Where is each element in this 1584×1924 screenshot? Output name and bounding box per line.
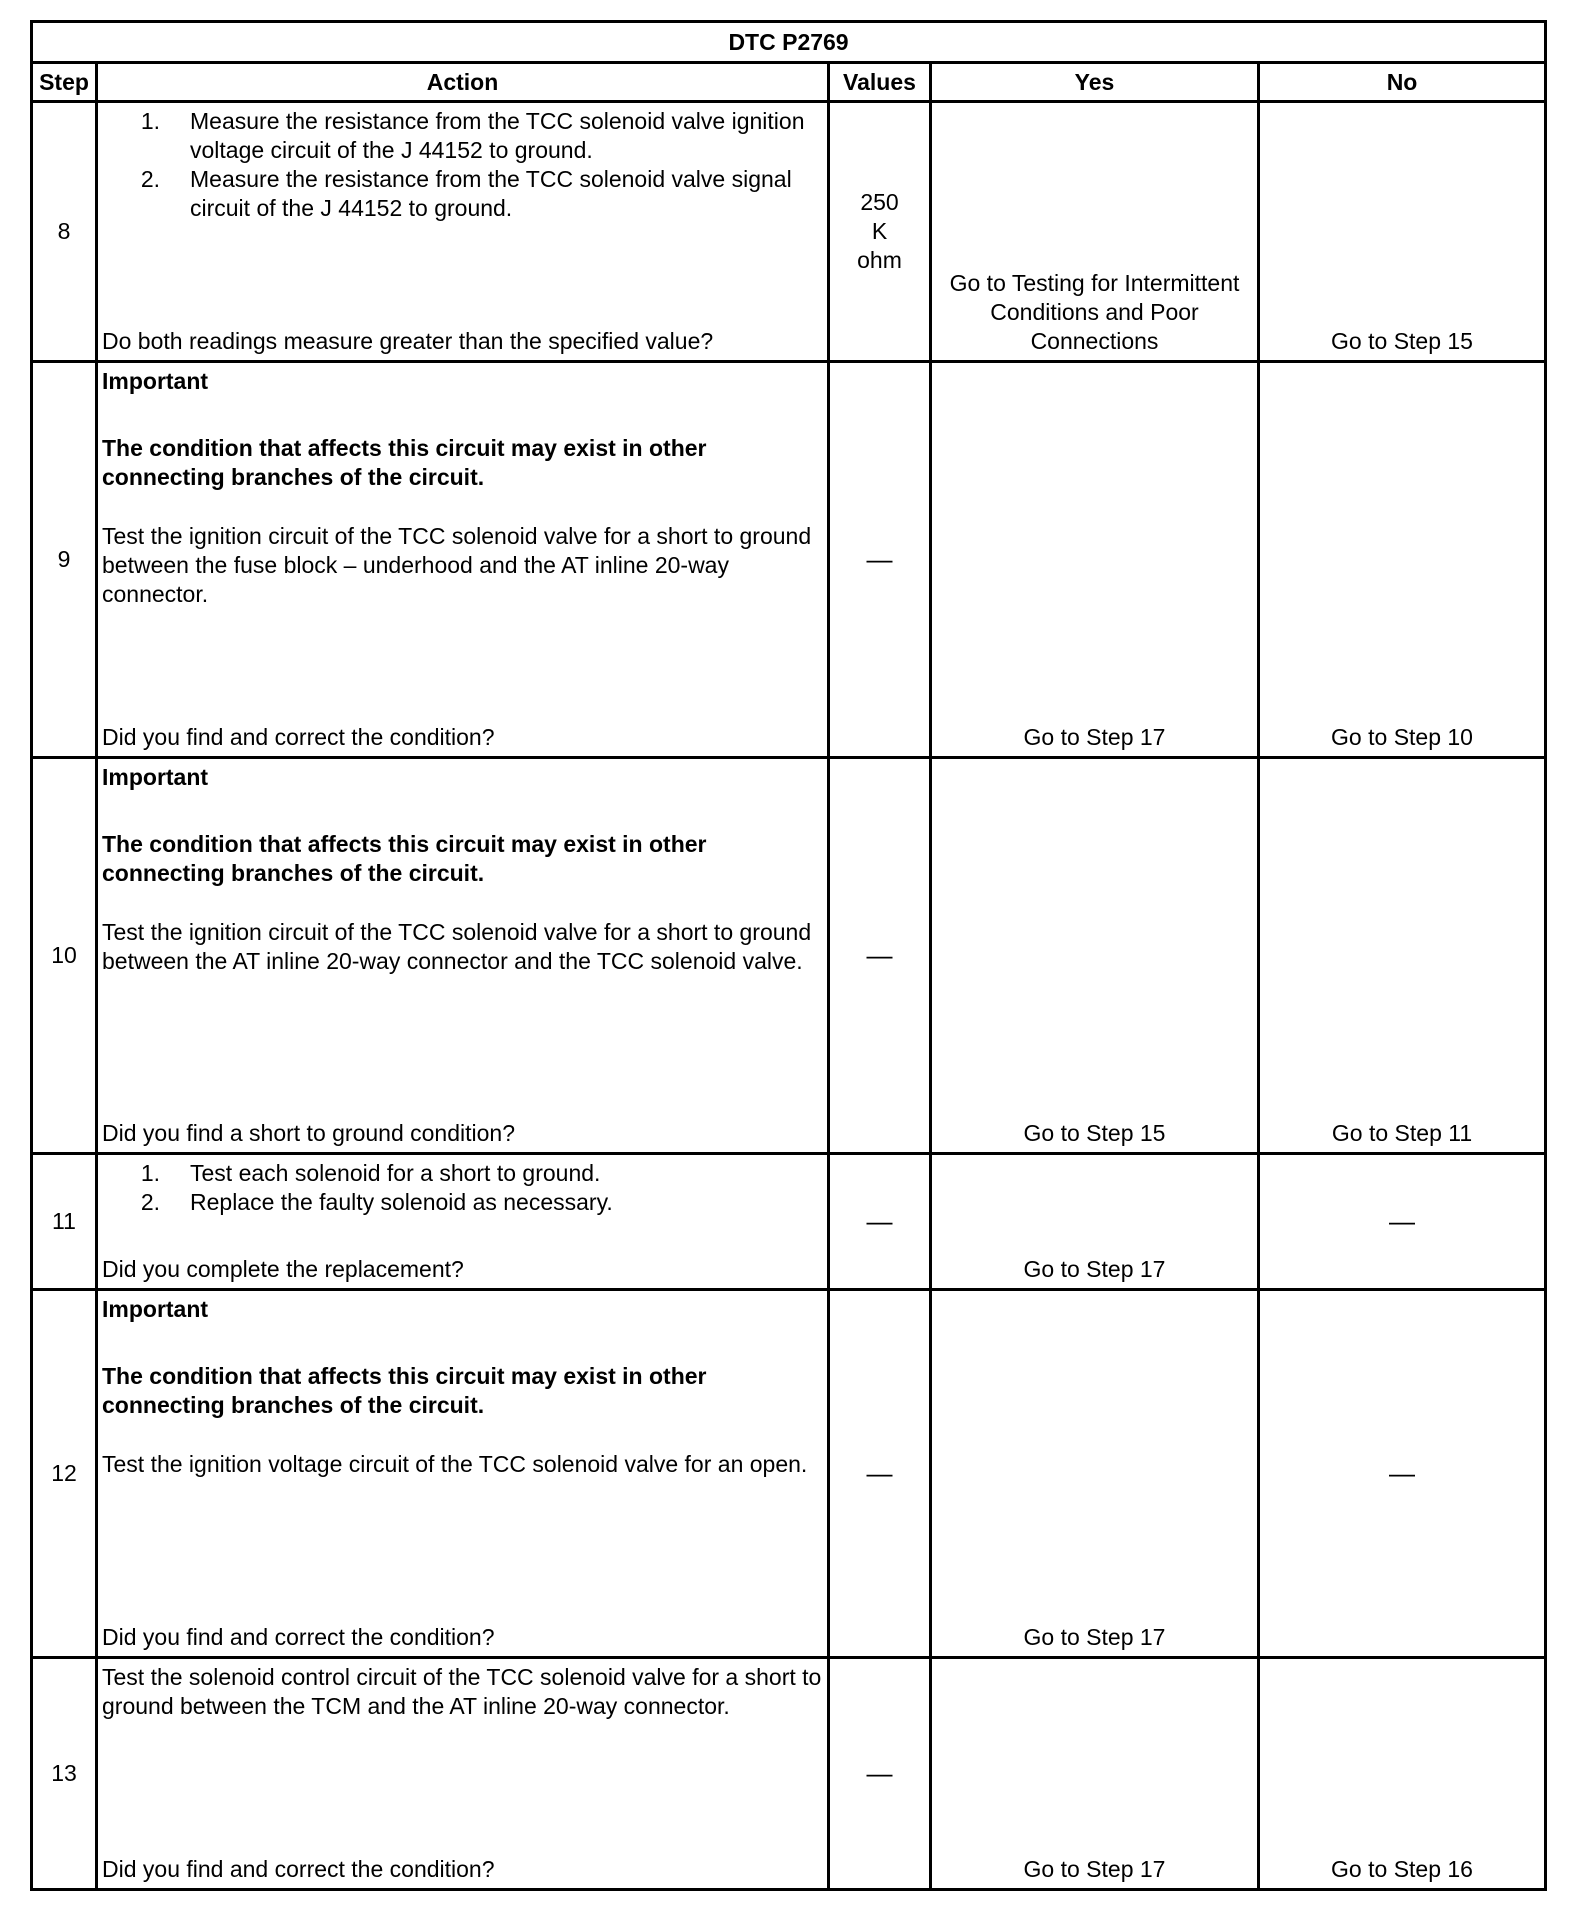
action-cell: [97, 758, 829, 1154]
action-list: [102, 107, 823, 223]
action-item: [102, 165, 823, 223]
step-number: 9: [32, 362, 97, 758]
values-cell: —: [829, 1658, 931, 1890]
action-text: Test the ignition circuit of the TCC solenoid valve for a short to ground between the fuse block – underhood and the AT inline 20-way connector.: [102, 523, 812, 607]
action-list: [102, 1159, 823, 1217]
header-values: Values: [829, 63, 931, 102]
action-cell: [97, 1658, 829, 1890]
action-question: Did you find and correct the condition?: [102, 1624, 495, 1650]
action-text: Test the solenoid control circuit of the TCC solenoid valve for a short to ground between the TCM and the AT inline 20-way connector.: [102, 1664, 822, 1719]
item-text: Replace the faulty solenoid as necessary.: [190, 1189, 613, 1215]
values-cell: —: [829, 1154, 931, 1290]
table-row: [32, 758, 1546, 1154]
header-no: No: [1259, 63, 1546, 102]
yes-cell: Go to Testing for Intermittent Conditions and Poor Connections: [931, 102, 1259, 362]
header-yes: Yes: [931, 63, 1259, 102]
action-question: Did you find a short to ground condition?: [102, 1120, 515, 1146]
action-question: Did you complete the replacement?: [102, 1256, 464, 1282]
yes-cell: Go to Step 17: [931, 1290, 1259, 1658]
table-row: [32, 1290, 1546, 1658]
header-step: Step: [32, 63, 97, 102]
values-cell: [829, 102, 931, 362]
important-note: The condition that affects this circuit may exist in other connecting branches of the circuit.: [102, 1363, 707, 1418]
action-item: [102, 1188, 823, 1217]
step-number: 10: [32, 758, 97, 1154]
step-number: 11: [32, 1154, 97, 1290]
item-number: 2.: [140, 1189, 160, 1215]
item-number: 2.: [140, 166, 160, 192]
important-label: Important: [102, 368, 209, 394]
table-row: [32, 1154, 1546, 1290]
no-cell: —: [1259, 1290, 1546, 1658]
no-cell: Go to Step 15: [1259, 102, 1546, 362]
values-text: 250 K ohm: [857, 189, 902, 273]
step-number: 8: [32, 102, 97, 362]
values-cell: —: [829, 1290, 931, 1658]
yes-cell: Go to Step 17: [931, 1658, 1259, 1890]
values-cell: —: [829, 758, 931, 1154]
no-cell: Go to Step 10: [1259, 362, 1546, 758]
important-label: Important: [102, 1296, 209, 1322]
important-note: The condition that affects this circuit may exist in other connecting branches of the circuit.: [102, 435, 707, 490]
action-question: Did you find and correct the condition?: [102, 724, 495, 750]
table-row: [32, 102, 1546, 362]
action-item: [102, 1159, 823, 1188]
item-text: Measure the resistance from the TCC solenoid valve signal circuit of the J 44152 to ground.: [190, 166, 792, 221]
step-number: 12: [32, 1290, 97, 1658]
action-cell: [97, 102, 829, 362]
no-cell: —: [1259, 1154, 1546, 1290]
action-text: Test the ignition voltage circuit of the TCC solenoid valve for an open.: [102, 1451, 808, 1477]
action-item: [102, 107, 823, 165]
action-cell: [97, 362, 829, 758]
step-number: 13: [32, 1658, 97, 1890]
yes-cell: Go to Step 15: [931, 758, 1259, 1154]
yes-cell: Go to Step 17: [931, 1154, 1259, 1290]
table-title: DTC P2769: [32, 22, 1546, 63]
no-cell: Go to Step 11: [1259, 758, 1546, 1154]
action-cell: [97, 1290, 829, 1658]
item-number: 1.: [140, 108, 160, 134]
item-text: Measure the resistance from the TCC solenoid valve ignition voltage circuit of the J 44152 to ground.: [190, 108, 805, 163]
action-cell: [97, 1154, 829, 1290]
action-question: Do both readings measure greater than the specified value?: [102, 328, 714, 354]
item-text: Test each solenoid for a short to ground.: [190, 1160, 601, 1186]
dtc-table: [30, 20, 1547, 1891]
no-cell: Go to Step 16: [1259, 1658, 1546, 1890]
action-question: Did you find and correct the condition?: [102, 1856, 495, 1882]
values-cell: —: [829, 362, 931, 758]
table-row: [32, 1658, 1546, 1890]
item-number: 1.: [140, 1160, 160, 1186]
action-text: Test the ignition circuit of the TCC solenoid valve for a short to ground between the AT inline 20-way connector and the TCC solenoid valve.: [102, 919, 812, 974]
important-note: The condition that affects this circuit may exist in other connecting branches of the circuit.: [102, 831, 707, 886]
table-row: [32, 362, 1546, 758]
yes-cell: Go to Step 17: [931, 362, 1259, 758]
important-label: Important: [102, 764, 209, 790]
header-action: Action: [97, 63, 829, 102]
